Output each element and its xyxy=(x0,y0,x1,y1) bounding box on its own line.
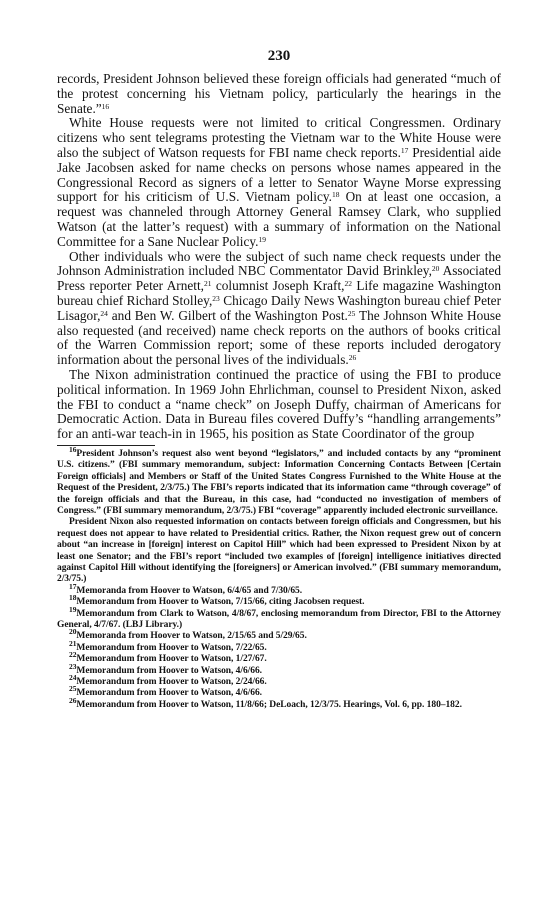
footnote-ref: 21 xyxy=(204,279,212,289)
footnote: $^{24}$Memorandum from Hoover to Watson, 2/24/66. xyxy=(69,673,267,688)
footnote-ref: 20 xyxy=(431,264,440,274)
paragraph: White House requests were not limited to critical Congressmen. Ordinary citizens who sent telegrams protesting the Vietnam war to the White House were also the subject of Watson requests for FBI name check reports.$^{17}$ Presidential aide Jake Jacobsen asked for name checks on persons whose names appeared in the Congressional Record as signers of a letter to Senator Wayne Morse expressing support for his criticism of U.S. Vietnam policy.$^{18}$ On at least one occasion, a request was channeled through Attorney General Ramsey Clark, who supplied Watson (at the latter’s request) with a summary of information on the National Committee for a Sane Nuclear Policy.$^{19}$ xyxy=(57,115,502,249)
footnote: $^{25}$Memorandum from Hoover to Watson, 4/6/66. xyxy=(69,684,262,699)
footnote-ref: 22 xyxy=(344,279,352,289)
footnote: $^{23}$Memorandum from Hoover to Watson, 4/6/66. xyxy=(69,661,262,676)
footnote: $^{26}$Memorandum from Hoover to Watson, 11/8/66; DeLoach, 12/3/75. Hearings, Vol. 6, pp. 180–182. xyxy=(69,695,462,710)
footnote: $^{22}$Memorandum from Hoover to Watson, 1/27/67. xyxy=(69,650,267,665)
paragraph: Other individuals who were the subject of such name check requests under the Johnson Administration included NBC Commentator David Brinkley,$^{20}$ Associated Press reporter Peter Arnett,$^{21}$ columnist Joseph Kraft,$^{22}$ Life magazine Washington bureau chief Richard Stolley,$^{23}$ Chicago Daily News Washington bureau chief Peter Lisagor,$^{24}$ and Ben W. Gilbert of the Washington Post.$^{25}$ The Johnson White House also requested (and received) name check reports on the authors of books critical of the Warren Commission report; some of these reports included derogatory information about the personal lives of the individuals.$^{26}$ xyxy=(57,248,502,368)
paragraph: records, President Johnson believed these foreign officials had generated “much of the protest concerning his Vietnam policy, particularly the hearings in the Senate.”$^{16}$ xyxy=(57,71,501,116)
footnote-ref: 26 xyxy=(348,353,357,363)
page-number: 230 xyxy=(267,48,291,64)
footnote-ref: 23 xyxy=(212,293,220,303)
footnote-ref: 19 xyxy=(258,234,266,244)
document-page xyxy=(57,48,501,711)
footnote: $^{18}$Memorandum from Hoover to Watson, 7/15/66, citing Jacobsen request. xyxy=(69,593,365,608)
footnote: President Nixon also requested information on contacts between foreign officials and Congressmen, but his request does not appear to have related to Presidential critics. Rather, the Nixon request grew out of concern about “an increase in [foreign] interest on Capitol Hill” which had been expressed to President Nixon by at least one Senator; and the FBI’s report “included two examples of [foreign] intelligence initiatives directed against Capitol Hill without identifying the [foreigners] or American involved.” (FBI summary memorandum, 2/3/75.) xyxy=(57,517,501,585)
footnote-ref: 25 xyxy=(347,308,356,318)
footnote-ref: 17 xyxy=(400,145,409,155)
footnotes xyxy=(57,444,501,711)
body-text xyxy=(57,72,501,442)
footnote: $^{16}$President Johnson’s request also went beyond “legislators,” and included contacts by any “prominent U.S. citizens.” (FBI summary memorandum, subject: Information Concerning Contacts Between [Certain Foreign officials] and Members or Staff of the United States Congress Furnished to the White House at the Request of the President, 2/3/75.) The FBI’s reports indicated that its information came “through coverage” of the foreign officials and that the Bureau, in this case, had “conducted no investigation of members of Congress.” (FBI summary memorandum, 2/3/75.) FBI “coverage” apparently included electronic surveillance. xyxy=(57,444,501,516)
footnote: $^{20}$Memoranda from Hoover to Watson, 2/15/65 and 5/29/65. xyxy=(69,627,307,642)
footnote: $^{17}$Memoranda from Hoover to Watson, 6/4/65 and 7/30/65. xyxy=(69,581,303,596)
footnote-ref: 16 xyxy=(101,101,110,111)
footnote-ref: 24 xyxy=(100,308,108,318)
paragraph: The Nixon administration continued the practice of using the FBI to produce political information. In 1969 John Ehrlichman, counsel to President Nixon, asked the FBI to conduct a “name check” on Joseph Duffy, chairman of Americans for Democratic Action. Data in Bureau files covered Duffy’s “handling arrangements” for an anti-war teach-in in 1965, his position as State Coordinator of the group xyxy=(57,366,501,442)
footnote-ref: 18 xyxy=(332,190,340,200)
footnote: $^{21}$Memorandum from Hoover to Watson, 7/22/65. xyxy=(69,638,267,653)
footnote: $^{19}$Memorandum from Clark to Watson, 4/8/67, enclosing memorandum from Director, FBI to the Attorney General, 4/7/67. (LBJ Library.) xyxy=(57,604,501,631)
